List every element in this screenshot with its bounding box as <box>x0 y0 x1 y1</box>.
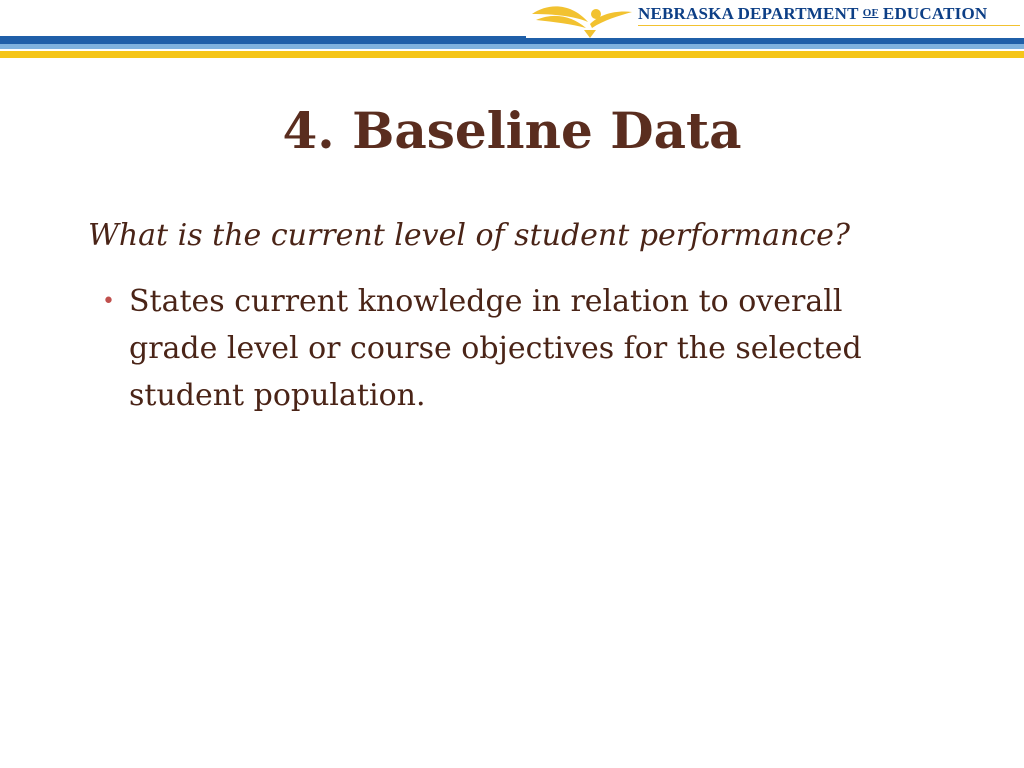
bullet-marker: • <box>102 289 115 314</box>
bullet-line-2: grade level or course objectives for the selected <box>129 331 862 366</box>
logo-wordmark-end: EDUCATION <box>882 4 988 23</box>
bullet-item <box>96 278 976 419</box>
logo-wordmark <box>638 4 1022 24</box>
logo-wordmark-of: OF <box>862 7 879 19</box>
nde-logo <box>526 0 1024 38</box>
bullet-list <box>96 278 976 419</box>
header-band-gold <box>0 51 1024 58</box>
logo-underline <box>638 25 1020 26</box>
reading-figure-icon <box>530 0 634 38</box>
bullet-line-1: States current knowledge in relation to overall <box>129 284 843 319</box>
slide-subtitle-question: What is the current level of student performance? <box>88 218 850 253</box>
slide-title: 4. Baseline Data <box>282 101 742 160</box>
bullet-line-3: student population. <box>129 378 426 413</box>
logo-wordmark-main: NEBRASKA DEPARTMENT <box>638 4 859 23</box>
